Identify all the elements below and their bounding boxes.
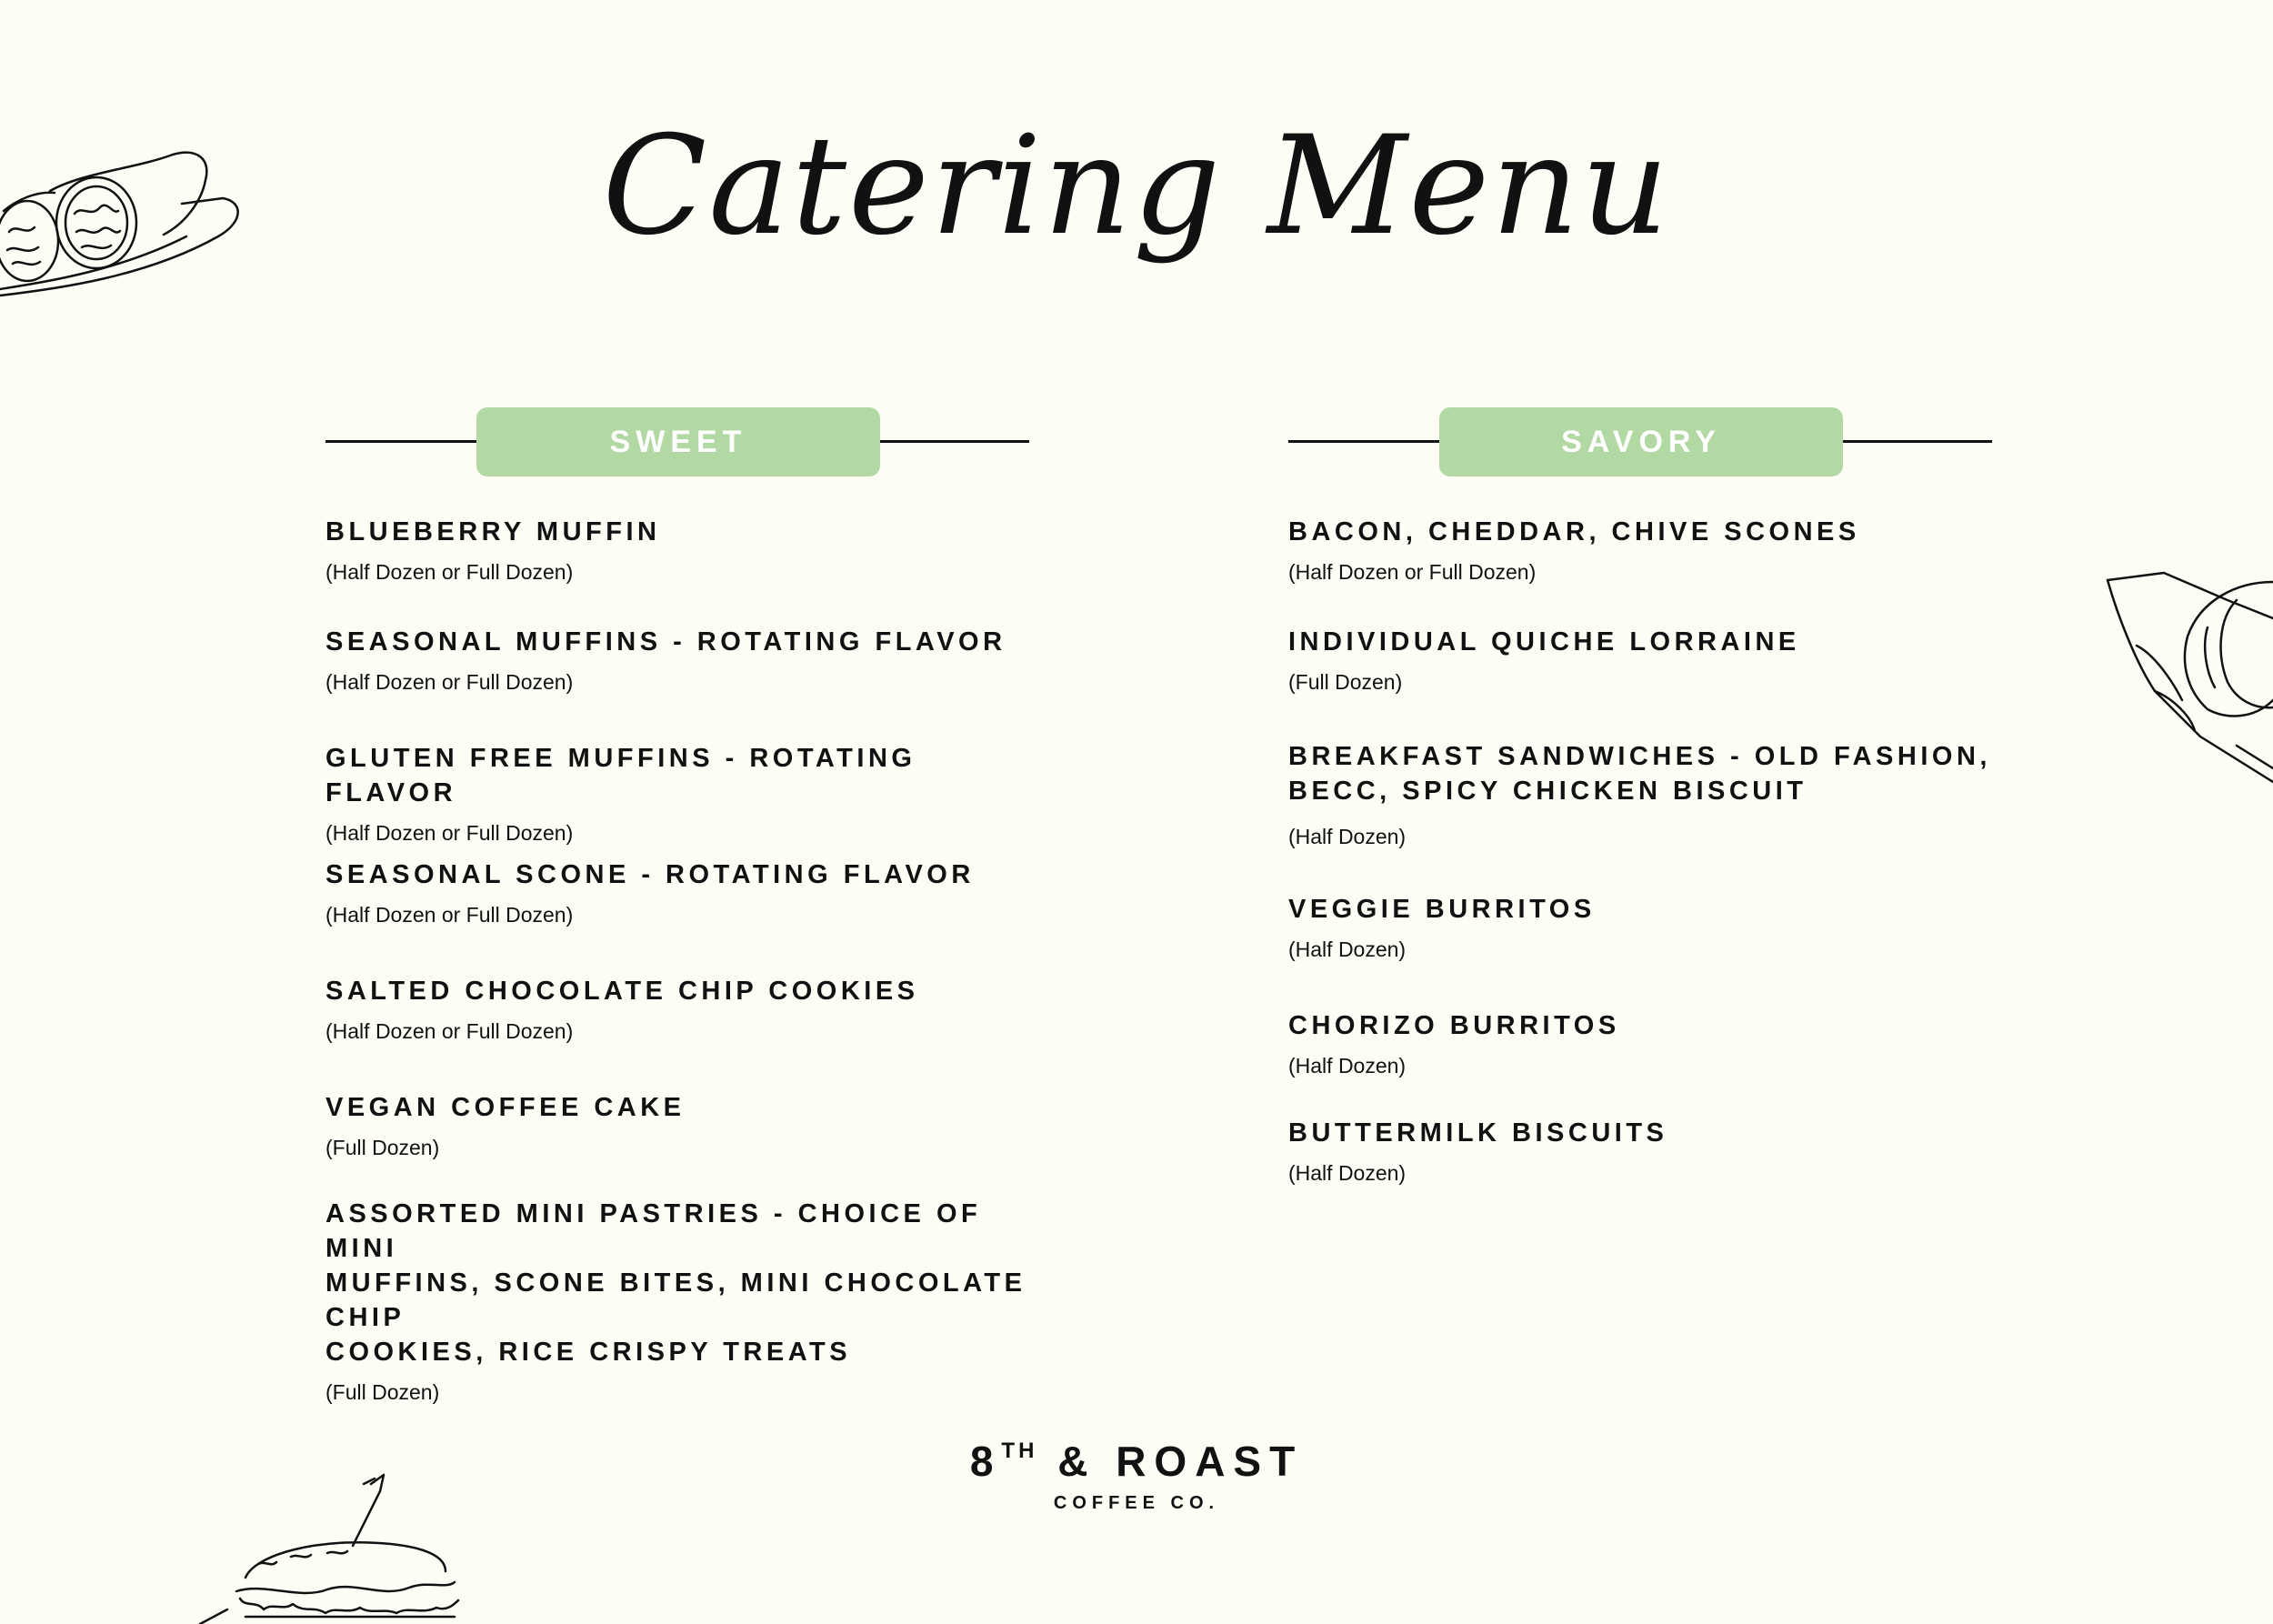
menu-item-quantity: (Half Dozen or Full Dozen) xyxy=(325,1019,574,1043)
menu-item xyxy=(325,1090,1035,1161)
menu-item xyxy=(1288,515,1998,586)
savory-section-label: SAVORY xyxy=(1439,407,1843,476)
menu-item xyxy=(1288,625,1998,696)
menu-item-quantity: (Half Dozen) xyxy=(1288,1161,1407,1185)
logo-subtitle: COFFEE CO. xyxy=(1053,1493,1220,1513)
menu-item-quantity: (Half Dozen) xyxy=(1288,937,1407,961)
menu-item-quantity: (Half Dozen or Full Dozen) xyxy=(325,821,574,845)
logo-number: 8 xyxy=(969,1438,1002,1485)
menu-item xyxy=(325,857,1035,928)
menu-item xyxy=(1288,1008,1998,1079)
menu-item-name: CHORIZO BURRITOS xyxy=(1288,1011,1620,1040)
menu-item-name: VEGAN COFFEE CAKE xyxy=(325,1093,686,1122)
burrito-icon xyxy=(0,127,245,309)
menu-item-name-line: BECC, SPICY CHICKEN BISCUIT xyxy=(1288,777,1807,806)
menu-item-quantity: (Half Dozen or Full Dozen) xyxy=(325,903,574,927)
menu-item-name: BUTTERMILK BISCUITS xyxy=(1288,1118,1668,1148)
menu-item-name: GLUTEN FREE MUFFINS - ROTATING FLAVOR xyxy=(325,744,916,807)
menu-item xyxy=(325,625,1035,696)
menu-item xyxy=(325,741,1035,847)
menu-item-quantity: (Half Dozen or Full Dozen) xyxy=(325,560,574,584)
menu-item-name: INDIVIDUAL QUICHE LORRAINE xyxy=(1288,627,1800,657)
croissant-icon xyxy=(2100,564,2273,800)
savory-section xyxy=(1288,406,1992,1185)
menu-item-name-line: COOKIES, RICE CRISPY TREATS xyxy=(325,1338,852,1367)
menu-item-name: BLUEBERRY MUFFIN xyxy=(325,517,661,546)
menu-item xyxy=(1288,739,1998,850)
savory-section-header xyxy=(1288,406,1992,478)
menu-item xyxy=(325,974,1035,1045)
menu-item-name-line: ASSORTED MINI PASTRIES - CHOICE OF MINI xyxy=(325,1199,982,1263)
menu-item-quantity: (Half Dozen or Full Dozen) xyxy=(325,670,574,694)
menu-item-name-line: BREAKFAST SANDWICHES - OLD FASHION, xyxy=(1288,742,1991,771)
menu-item-name: SALTED CHOCOLATE CHIP COOKIES xyxy=(325,977,919,1006)
menu-item-quantity: (Half Dozen) xyxy=(1288,1054,1407,1078)
menu-item-quantity: (Full Dozen) xyxy=(325,1380,440,1404)
sweet-section xyxy=(325,406,1029,1404)
page-title: Catering Menu xyxy=(602,107,1671,266)
menu-item-name: SEASONAL MUFFINS - ROTATING FLAVOR xyxy=(325,627,1006,657)
menu-item-quantity: (Full Dozen) xyxy=(1288,670,1403,694)
menu-item-quantity: (Half Dozen) xyxy=(1288,825,1407,848)
sweet-section-label: SWEET xyxy=(476,407,880,476)
menu-item-name: BACON, CHEDDAR, CHIVE SCONES xyxy=(1288,517,1860,546)
menu-item xyxy=(325,1197,1035,1406)
menu-item-name: VEGGIE BURRITOS xyxy=(1288,895,1596,924)
sandwich-icon xyxy=(182,1473,473,1624)
menu-item-name-line: MUFFINS, SCONE BITES, MINI CHOCOLATE CHIP xyxy=(325,1268,1026,1332)
menu-item xyxy=(1288,1116,1998,1187)
logo-name: & ROAST xyxy=(1057,1438,1304,1485)
menu-item-quantity: (Half Dozen or Full Dozen) xyxy=(1288,560,1537,584)
menu-item-name: SEASONAL SCONE - ROTATING FLAVOR xyxy=(325,860,975,889)
menu-item-quantity: (Full Dozen) xyxy=(325,1136,440,1159)
menu-item xyxy=(1288,892,1998,963)
menu-item xyxy=(325,515,1035,586)
logo-wordmark xyxy=(936,1426,1337,1487)
brand-logo xyxy=(936,1426,1337,1516)
sweet-section-header xyxy=(325,406,1029,478)
logo-suffix: TH xyxy=(1001,1439,1038,1463)
